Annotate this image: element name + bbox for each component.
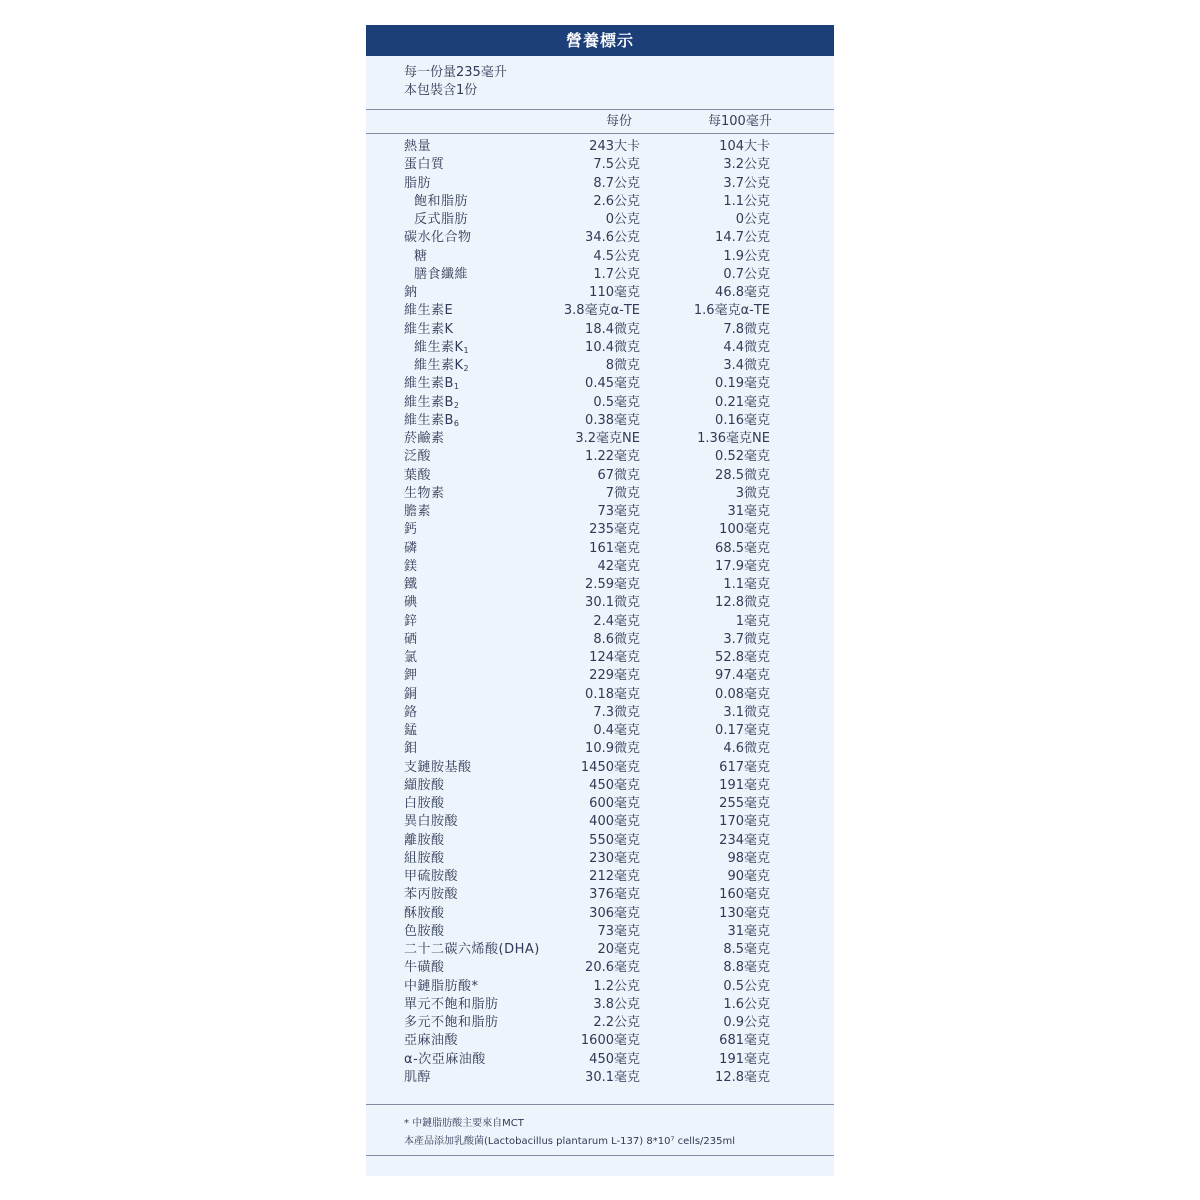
nutrient-name: 鉻 [404, 704, 418, 720]
per-100ml-value: 28.5微克 [715, 467, 770, 483]
per-100ml-value: 170毫克 [719, 814, 770, 830]
per-100ml-value: 97.4毫克 [715, 668, 770, 684]
nutrient-name: 維生素$B_6$ [404, 412, 460, 428]
nutrient-name: 飽和脂肪 [414, 193, 469, 209]
nutrient-name: 膳食纖維 [414, 266, 469, 282]
per-100ml-value: 31毫克 [727, 504, 770, 519]
per-100ml-header: 每100毫升 [708, 114, 772, 129]
per-100ml-value: 160毫克 [719, 887, 770, 903]
nutrient-row [366, 996, 834, 1014]
per-100ml-value: 0.21毫克 [715, 394, 770, 410]
serving-size: 每一份量235毫升 [404, 65, 507, 80]
per-serving-value: 73毫克 [597, 504, 640, 519]
nutrient-name: 糖 [414, 248, 428, 264]
per-100ml-value: 1.36毫克NE [697, 431, 770, 446]
nutrient-name: 脂肪 [404, 175, 432, 191]
per-serving-value: 600毫克 [589, 796, 640, 811]
per-100ml-value: 46.8毫克 [715, 285, 770, 300]
per-100ml-value: 98毫克 [727, 850, 770, 866]
nutrient-row [366, 1051, 834, 1069]
per-100ml-value: 14.7公克 [715, 230, 770, 246]
per-serving-value: 235毫克 [589, 522, 640, 538]
per-100ml-value: 0.17毫克 [715, 723, 770, 738]
per-serving-value: 30.1微克 [585, 595, 640, 611]
per-serving-value: 450毫克 [589, 777, 640, 793]
per-100ml-value: 4.6微克 [723, 741, 770, 757]
per-serving-value: 3.8公克 [593, 996, 640, 1012]
nutrient-name: 多元不飽和脂肪 [404, 1015, 499, 1030]
per-100ml-value: 31毫克 [727, 923, 770, 939]
per-100ml-value: 191毫克 [719, 777, 770, 793]
nutrient-name: 生物素 [404, 485, 445, 501]
nutrient-row [366, 540, 834, 558]
per-serving-value: 7.5公克 [593, 157, 640, 173]
nutrient-name: 甲硫胺酸 [404, 869, 459, 884]
per-serving-value: 42毫克 [597, 558, 640, 574]
nutrient-name: 組胺酸 [404, 850, 445, 866]
per-serving-value: 73毫克 [597, 923, 640, 939]
per-serving-value: 110毫克 [589, 285, 640, 300]
per-100ml-value: 3.2公克 [723, 157, 770, 173]
per-100ml-value: 1.1公克 [723, 193, 770, 209]
nutrient-row [366, 211, 834, 229]
nutrient-subscript: 1 [453, 382, 460, 392]
per-100ml-value: 0.52毫克 [715, 449, 770, 465]
footnotes [366, 1104, 834, 1156]
nutrient-name: 異白胺酸 [404, 814, 459, 830]
nutrient-name: 氯 [404, 650, 418, 665]
per-100ml-value: 3.7公克 [723, 175, 770, 191]
per-100ml-value: 255毫克 [719, 796, 770, 811]
per-serving-value: 1600毫克 [580, 1033, 640, 1049]
per-100ml-value: 1.6公克 [723, 996, 770, 1012]
nutrient-row [366, 266, 834, 284]
per-serving-value: 0.5毫克 [593, 394, 640, 410]
per-serving-value: 0公克 [605, 212, 640, 227]
nutrient-row [366, 850, 834, 868]
nutrient-row [366, 813, 834, 831]
nutrient-row [366, 248, 834, 266]
per-serving-value: 7微克 [605, 485, 640, 501]
per-serving-value: 10.9微克 [585, 741, 640, 757]
per-100ml-value: 3.7微克 [723, 631, 770, 647]
per-serving-value: 8.6微克 [593, 631, 640, 647]
per-serving-value: 0.38毫克 [585, 412, 640, 428]
per-100ml-value: 0.16毫克 [715, 412, 770, 428]
per-100ml-value: 0公克 [735, 212, 770, 227]
nutrient-row [366, 759, 834, 777]
nutrient-name: 鈉 [404, 285, 418, 300]
nutrient-row [366, 923, 834, 941]
per-serving-value: 1450毫克 [580, 759, 640, 775]
per-serving-value: 243大卡 [589, 139, 640, 154]
nutrient-name: 反式脂肪 [414, 212, 469, 227]
per-serving-value: 2.4毫克 [593, 613, 640, 629]
nutrient-name: α-次亞麻油酸 [404, 1051, 486, 1067]
nutrient-table [366, 134, 834, 1087]
per-100ml-value: 681毫克 [719, 1033, 770, 1049]
per-serving-value: 306毫克 [589, 905, 640, 921]
nutrient-name: 維生素E [404, 303, 454, 319]
nutrient-name: 鐵 [404, 577, 418, 592]
per-serving-value: 7.3微克 [593, 704, 640, 720]
nutrient-row [366, 686, 834, 704]
per-100ml-value: 1.9公克 [723, 248, 770, 264]
per-serving-value: 30.1毫克 [585, 1069, 640, 1085]
per-serving-value: 8.7公克 [593, 175, 640, 191]
nutrient-row [366, 722, 834, 740]
nutrient-name: 鉬 [404, 741, 418, 757]
nutrient-row [366, 321, 834, 339]
nutrient-name: 葉酸 [404, 467, 432, 483]
nutrient-name: 膽素 [404, 504, 432, 519]
nutrient-name: 二十二碳六烯酸(DHA) [404, 942, 540, 957]
nutrient-row [366, 394, 834, 412]
nutrient-row [366, 430, 834, 448]
nutrient-name: 牛磺酸 [404, 960, 445, 976]
per-serving-value: 20.6毫克 [585, 960, 640, 976]
nutrient-name: 鉀 [404, 668, 418, 684]
footnote-mct: * 中鏈脂肪酸主要來自MCT [404, 1118, 524, 1129]
per-serving-value: 0.45毫克 [585, 376, 640, 392]
nutrient-name: 熱量 [404, 139, 432, 154]
nutrient-name: 蛋白質 [404, 157, 445, 173]
nutrient-row [366, 339, 834, 357]
per-serving-value: 550毫克 [589, 832, 640, 848]
nutrient-row [366, 1032, 834, 1050]
nutrient-name: 銅 [404, 686, 418, 702]
nutrient-row [366, 503, 834, 521]
per-serving-value: 1.22毫克 [585, 449, 640, 465]
footnote-probiotic: 本產品添加乳酸菌(Lactobacillus plantarum L-137) 8*10⁷ cells/235ml [404, 1136, 736, 1147]
per-100ml-value: 52.8毫克 [715, 650, 770, 665]
per-100ml-value: 7.8微克 [723, 321, 770, 337]
per-100ml-value: 130毫克 [719, 905, 770, 921]
label-title: 營養標示 [366, 25, 834, 56]
nutrient-row [366, 302, 834, 320]
nutrient-row [366, 905, 834, 923]
per-100ml-value: 12.8微克 [715, 595, 770, 611]
nutrient-row [366, 375, 834, 393]
nutrient-row [366, 649, 834, 667]
per-serving-value: 18.4微克 [585, 321, 640, 337]
servings-per-package: 本包裝含1份 [404, 83, 478, 98]
nutrient-subscript: 2 [463, 364, 470, 373]
per-100ml-value: 0.9公克 [723, 1015, 770, 1030]
nutrient-row [366, 1069, 834, 1087]
nutrition-label [366, 25, 834, 1176]
per-serving-value: 2.59毫克 [585, 577, 640, 592]
per-100ml-value: 3微克 [735, 485, 770, 501]
nutrient-name: 碘 [404, 595, 418, 611]
per-100ml-value: 234毫克 [719, 832, 770, 848]
nutrient-row [366, 175, 834, 193]
per-100ml-value: 0.7公克 [723, 266, 770, 282]
per-100ml-value: 1.6毫克α-TE [693, 303, 770, 319]
nutrient-name: 肌醇 [404, 1069, 432, 1085]
per-100ml-value: 12.8毫克 [715, 1069, 770, 1085]
nutrient-row [366, 284, 834, 302]
per-100ml-value: 0.08毫克 [715, 686, 770, 702]
nutrient-name: 鈣 [404, 522, 418, 538]
per-100ml-value: 191毫克 [719, 1051, 770, 1067]
nutrient-row [366, 558, 834, 576]
nutrient-row [366, 631, 834, 649]
serving-info [366, 56, 834, 109]
nutrient-row [366, 485, 834, 503]
nutrient-row [366, 448, 834, 466]
nutrient-row [366, 193, 834, 211]
per-serving-value: 1.2公克 [593, 978, 640, 994]
per-100ml-value: 100毫克 [719, 522, 770, 538]
nutrient-name: 纈胺酸 [404, 777, 445, 793]
per-100ml-value: 8.5毫克 [723, 942, 770, 957]
nutrient-name: 維生素K [404, 321, 454, 337]
nutrient-subscript: 2 [453, 400, 460, 410]
per-serving-value: 2.6公克 [593, 193, 640, 209]
nutrient-row [366, 667, 834, 685]
nutrient-row [366, 795, 834, 813]
nutrient-name: 離胺酸 [404, 832, 445, 848]
per-100ml-value: 617毫克 [719, 759, 770, 775]
nutrient-row [366, 357, 834, 375]
nutrient-row [366, 576, 834, 594]
nutrient-row [366, 941, 834, 959]
per-serving-value: 376毫克 [589, 887, 640, 903]
nutrient-row [366, 740, 834, 758]
nutrient-row [366, 959, 834, 977]
nutrient-name: 磷 [404, 540, 418, 556]
nutrient-name: 硒 [404, 631, 418, 647]
nutrient-name: 泛酸 [404, 449, 432, 465]
nutrient-row [366, 978, 834, 996]
nutrient-name: 鋅 [404, 613, 418, 629]
nutrient-row [366, 467, 834, 485]
nutrient-subscript: 6 [453, 418, 460, 428]
nutrient-name: 支鏈胺基酸 [404, 759, 472, 775]
nutrient-name: 白胺酸 [404, 796, 445, 811]
per-serving-value: 67微克 [597, 467, 640, 483]
per-serving-value: 1.7公克 [593, 266, 640, 282]
per-serving-value: 212毫克 [589, 869, 640, 884]
nutrient-name: 維生素$K_1$ [414, 339, 470, 355]
nutrient-row [366, 832, 834, 850]
nutrient-row [366, 156, 834, 174]
nutrient-row [366, 412, 834, 430]
column-header [366, 110, 834, 133]
per-100ml-value: 0.19毫克 [715, 376, 770, 392]
per-serving-value: 10.4微克 [585, 339, 640, 355]
per-serving-value: 3.8毫克α-TE [563, 303, 640, 319]
per-serving-header: 每份 [606, 114, 633, 129]
per-serving-value: 4.5公克 [593, 248, 640, 264]
per-serving-value: 230毫克 [589, 850, 640, 866]
nutrient-row [366, 1014, 834, 1032]
per-serving-value: 0.4毫克 [593, 723, 640, 738]
per-serving-value: 3.2毫克NE [575, 431, 640, 446]
nutrient-row [366, 594, 834, 612]
per-serving-value: 450毫克 [589, 1051, 640, 1067]
nutrient-name: 色胺酸 [404, 923, 445, 939]
per-serving-value: 229毫克 [589, 668, 640, 684]
nutrient-name: 菸鹼素 [404, 431, 445, 446]
nutrient-name: 鎂 [404, 558, 418, 574]
nutrient-row [366, 868, 834, 886]
nutrient-name: 維生素$K_2$ [414, 358, 470, 373]
per-100ml-value: 3.1微克 [723, 704, 770, 720]
per-serving-value: 34.6公克 [585, 230, 640, 246]
nutrient-name: 中鏈脂肪酸* [404, 978, 479, 994]
nutrient-name: 維生素$B_1$ [404, 376, 460, 392]
per-100ml-value: 3.4微克 [723, 358, 770, 373]
nutrient-name: 單元不飽和脂肪 [404, 996, 499, 1012]
nutrient-row [366, 704, 834, 722]
per-100ml-value: 0.5公克 [723, 978, 770, 994]
per-100ml-value: 68.5毫克 [715, 540, 770, 556]
per-serving-value: 124毫克 [589, 650, 640, 665]
nutrient-name: 維生素$B_2$ [404, 394, 460, 410]
per-serving-value: 8微克 [605, 358, 640, 373]
per-serving-value: 2.2公克 [593, 1015, 640, 1030]
nutrient-row [366, 521, 834, 539]
per-serving-value: 0.18毫克 [585, 686, 640, 702]
nutrient-name: 苯丙胺酸 [404, 887, 459, 903]
per-serving-value: 161毫克 [589, 540, 640, 556]
per-100ml-value: 1.1毫克 [723, 577, 770, 592]
nutrient-name: 亞麻油酸 [404, 1033, 459, 1049]
per-100ml-value: 104大卡 [719, 139, 770, 154]
nutrient-row [366, 613, 834, 631]
per-serving-value: 400毫克 [589, 814, 640, 830]
nutrient-name: 錳 [404, 723, 418, 738]
per-100ml-value: 90毫克 [727, 869, 770, 884]
per-100ml-value: 8.8毫克 [723, 960, 770, 976]
per-serving-value: 20毫克 [597, 942, 640, 957]
per-100ml-value: 17.9毫克 [715, 558, 770, 574]
nutrient-row [366, 138, 834, 156]
nutrient-name: 酥胺酸 [404, 905, 445, 921]
nutrient-row [366, 229, 834, 247]
per-100ml-value: 1毫克 [735, 613, 770, 629]
per-100ml-value: 4.4微克 [723, 339, 770, 355]
nutrient-subscript: 1 [463, 345, 470, 355]
nutrient-row [366, 886, 834, 904]
nutrient-row [366, 777, 834, 795]
nutrient-name: 碳水化合物 [404, 230, 472, 246]
